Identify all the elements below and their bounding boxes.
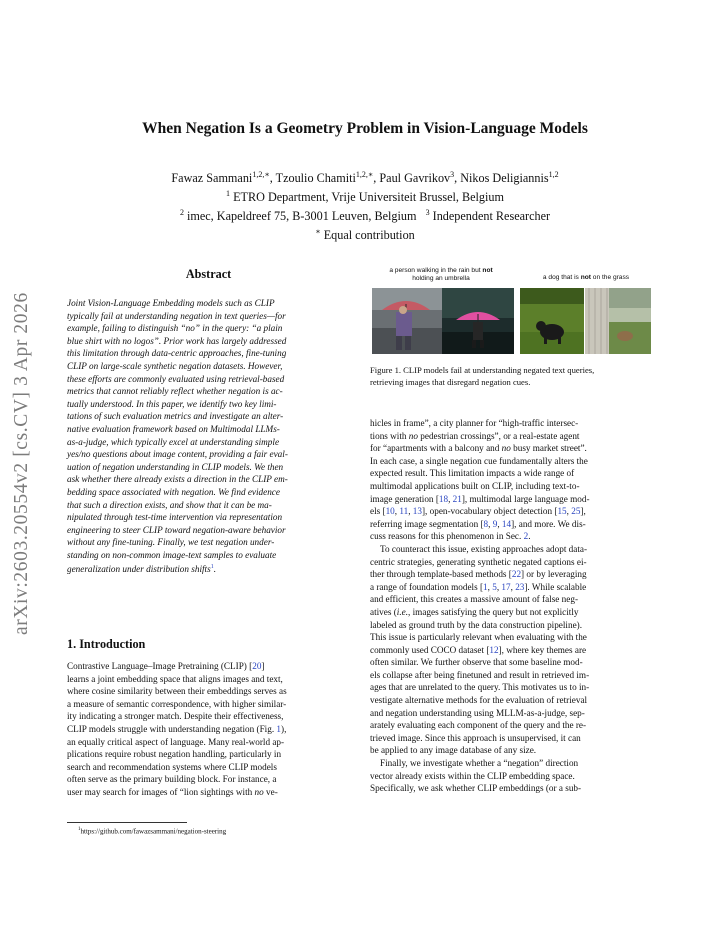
affiliation-1: $^1$ ETRO Department, Vrije Universiteit Brussel, Belgium xyxy=(226,189,504,205)
author-list: Fawaz Sammani$^{1,2,∗}$, Tzoulio Chamiti$^{1,2,∗}$, Paul Gavrikov$^3$, Nikos Deligiannis$^{1,2}$ xyxy=(171,170,559,186)
section-heading-introduction: 1. Introduction xyxy=(67,637,146,651)
figure-label-left: a person walking in the rain but not holding an umbrella xyxy=(389,267,493,283)
citation-link[interactable]: 14 xyxy=(501,518,512,529)
abstract-heading: Abstract xyxy=(185,267,232,281)
citation-link[interactable]: 5 xyxy=(492,581,497,592)
citation-link[interactable]: 12 xyxy=(489,644,499,655)
citation-link[interactable]: 20 xyxy=(252,661,262,671)
citation-link[interactable]: 25 xyxy=(571,506,581,517)
section-link[interactable]: 2 xyxy=(523,531,529,542)
footnote-rule xyxy=(67,822,187,823)
paper-title: When Negation Is a Geometry Problem in Vision-Language Models xyxy=(142,120,588,137)
figure-caption: Figure 1. CLIP models fail at understanding negated text queries, retrieving images that disregard negation cues. xyxy=(370,365,595,387)
figure-image-person-umbrella-2 xyxy=(442,288,514,354)
footnote-ref[interactable]: 1 xyxy=(210,564,214,571)
abstract-text: Joint Vision-Language Embedding models such as CLIP typically fail at understanding negation in text queries—for example, failing to distinguish “no” in the query: “a plain blue shirt with no logos”. Prior work has largely addressed this limitation through data-centric approaches, fine-tuning CLIP on large-scale synthetic negation datasets. However, these efforts are commonly evaluated using retrieval-based metrics that cannot reliably reflect whether negation is ac- tually understood. In this paper, we identify two key limi- tations of such evaluation metrics and investigate an alter- native evaluation framework based on Multimodal LLMs- as-a-judge, which typically excel at understanding simple yes/no questions about image content, providing a fair eval- uation of negation understanding in CLIP models. We then ask whether there already exists a direction in the CLIP em- bedding space associated with negation. We find evidence that such a direction exists, and show that it can be ma- nipulated through test-time intervention via representation engineering to steer CLIP toward negation-aware behavior without any fine-tuning. Finally, we test negation under- standing on non-common image-text samples to evaluate generalization under distribution shifts$^1$. xyxy=(67,298,288,575)
affiliation-2-3: $^2$ imec, Kapeldreef 75, B-3001 Leuven, Belgium $^3$ Independent Researcher xyxy=(179,208,551,224)
citation-link[interactable]: 1 xyxy=(483,581,488,592)
figure-image-dog-1 xyxy=(520,288,584,354)
introduction-text: Contrastive Language–Image Pretraining (CLIP) [20] learns a joint embedding space that aligns images and text, where cosine similarity between their embeddings serves as a measure of semantic correspondence, with higher similar- ity indicating a stronger match. Despite their effectiveness, CLIP models struggle with understanding negation (Fig. 1), an equally critical aspect of language. Many real-world ap- plications require robust negation handling, particularly in search and recommendation systems where CLIP models often serve as the primary building block. For instance, a user may search for images of “lion sightings with no ve- xyxy=(67,661,287,797)
citation-link[interactable]: 11 xyxy=(399,506,409,517)
equal-contribution: ∗ Equal contribution xyxy=(315,227,415,243)
arxiv-watermark: arXiv:2603.20554v2 [cs.CV] 3 Apr 2026 xyxy=(11,292,32,636)
citation-link[interactable]: 8 xyxy=(483,518,489,529)
figure-label-right: a dog that is not on the grass xyxy=(542,274,630,281)
author-name: Tzoulio Chamiti xyxy=(275,171,356,186)
author-block xyxy=(80,167,650,243)
footnote-url[interactable]: https://github.com/fawazsammani/negation-steering xyxy=(80,827,227,836)
author-name: Nikos Deligiannis xyxy=(460,171,549,186)
citation-link[interactable]: 23 xyxy=(515,581,525,592)
author-name: Paul Gavrikov xyxy=(379,171,451,186)
citation-link[interactable]: 10 xyxy=(385,506,395,517)
citation-link[interactable]: 18 xyxy=(438,493,449,504)
citation-link[interactable]: 9 xyxy=(492,518,498,529)
figure-image-person-umbrella-1 xyxy=(372,288,442,354)
figure-link[interactable]: 1 xyxy=(276,723,282,734)
right-column-text: hicles in frame”, a city planner for “high-traffic intersec- tions with no pedestrian crossings”, or a real-estate agent for “apartments with a balcony and no busy market street”. In each case, a single negation cue fundamentally alters the expected result. This limitation impacts a wide range of multimodal applications built on CLIP, including text-to- image generation [18, 21], multimodal large language mod- els [10, 11, 13], open-vocabulary object detection [15, 25], referring image segmentation [8, 9, 14], and more. We dis- cuss reasons for this phenomenon in Sec. 2. To counteract this issue, existing approaches adopt data- centric strategies, generating synthetic negated captions ei- ther through template-based methods [22] or by leveraging a range of foundation models [1, 5, 17, 23]. While scalable and efficient, this creates a massive amount of false neg- atives (i.e., images satisfying the query but not explicitly labeled as ground truth by the data construction pipeline). This issue is particularly relevant when evaluating with the commonly used COCO dataset [12], where key themes are often similar. We further observe that some baseline mod- els collapse after being finetuned and result in retrieved im- ages that are unrelated to the query. This motivates us to in- vestigate alternative methods for the evaluation of retrieval and negation understanding using MLLM-as-a-judge, sep- arately evaluating each component of the query and the re- trieved image. Since this approach is unsupervised, it can be applied to any image database of any size. Finally, we investigate whether a “negation” direction vector already exists within the CLIP embedding space. Specifically, we ask whether CLIP embeddings (or a sub- xyxy=(370,418,590,794)
author-name: Fawaz Sammani xyxy=(171,171,253,186)
citation-link[interactable]: 17 xyxy=(501,581,511,592)
footnote: $^1$https://github.com/fawazsammani/negation-steering xyxy=(78,827,227,836)
citation-link[interactable]: 21 xyxy=(452,493,462,504)
citation-link[interactable]: 22 xyxy=(511,569,522,580)
citation-link[interactable]: 15 xyxy=(557,506,567,517)
figure-image-dog-2 xyxy=(585,288,651,354)
citation-link[interactable]: 13 xyxy=(412,506,422,517)
